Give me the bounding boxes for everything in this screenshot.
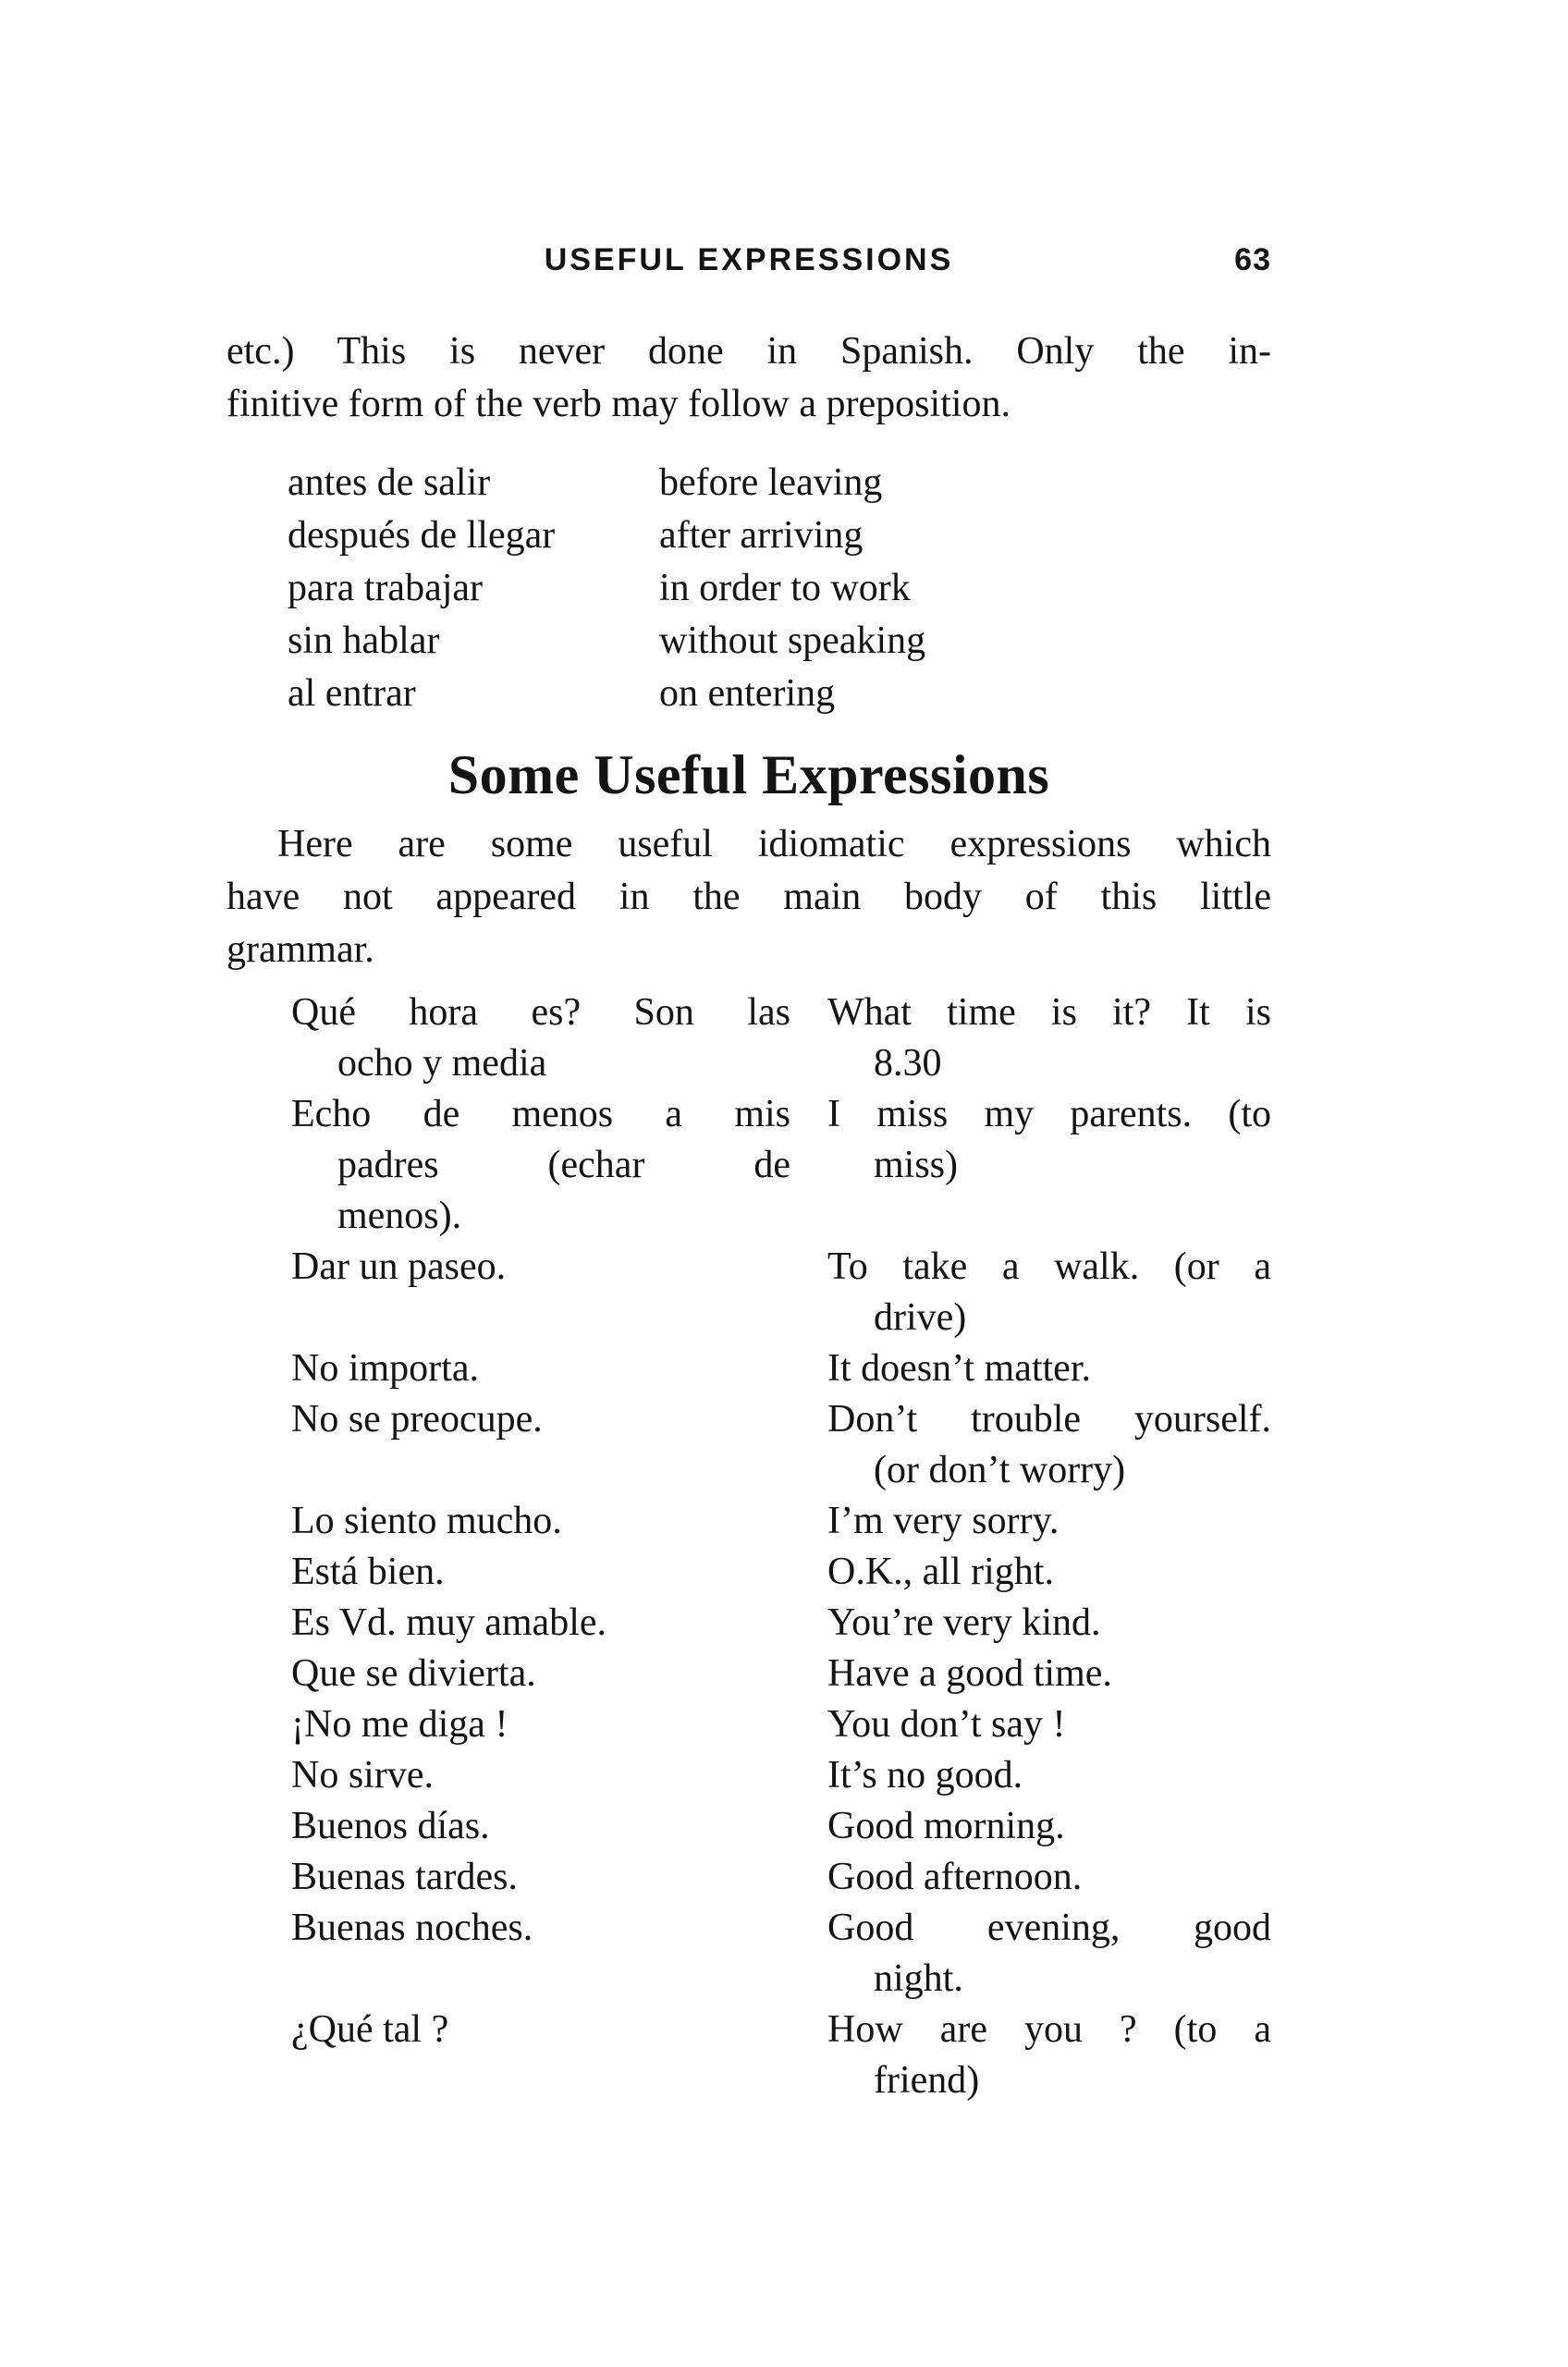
text-line: ¡No me diga !	[291, 1703, 508, 1746]
english-translation	[827, 987, 1271, 1089]
spanish-phrase: para trabajar	[288, 567, 484, 609]
spanish-expression	[291, 1649, 790, 1699]
text-line: Good morning.	[827, 1805, 1065, 1847]
expressions-list	[291, 987, 1271, 2106]
expression-row	[291, 1547, 1271, 1598]
expression-row	[291, 1750, 1271, 1801]
spanish-expression	[291, 1089, 790, 1242]
text-line: have not appeared in the main body of this little	[227, 876, 1271, 918]
text-line: No importa.	[291, 1347, 479, 1390]
spanish-expression	[291, 1242, 790, 1343]
preposition-row	[288, 615, 1271, 668]
english-translation	[827, 1547, 1271, 1598]
spanish-phrase: al entrar	[288, 672, 416, 715]
text-line: Buenos días.	[291, 1805, 490, 1847]
text-line: Qué hora es? Son las	[291, 991, 790, 1034]
english-translation	[827, 1242, 1271, 1343]
english-translation	[827, 1394, 1271, 1496]
english-translation	[827, 1343, 1271, 1394]
expression-row	[291, 1242, 1271, 1343]
expression-row	[291, 1394, 1271, 1496]
text-line: Lo siento mucho.	[291, 1500, 562, 1542]
text-line: Es Vd. muy amable.	[291, 1601, 607, 1644]
expression-row	[291, 987, 1271, 1089]
text-line: drive)	[874, 1296, 967, 1339]
text-line: You don’t say !	[827, 1703, 1066, 1746]
text-line: (or don’t worry)	[874, 1449, 1126, 1491]
text-line: Good evening, good	[827, 1907, 1271, 1949]
spanish-phrase: antes de salir	[288, 461, 491, 504]
text-line: It doesn’t matter.	[827, 1347, 1091, 1390]
english-translation: without speaking	[659, 619, 926, 662]
english-translation	[827, 1801, 1271, 1852]
text-line: You’re very kind.	[827, 1601, 1101, 1644]
text-line: What time is it? It is	[827, 991, 1271, 1034]
text-line: O.K., all right.	[827, 1551, 1054, 1593]
text-line: Buenas noches.	[291, 1907, 533, 1949]
expression-row	[291, 1699, 1271, 1750]
intro-paragraph	[227, 325, 1271, 431]
preposition-row	[288, 509, 1271, 562]
spanish-expression	[291, 2005, 790, 2106]
text-line: I miss my parents. (to	[827, 1093, 1271, 1135]
english-translation	[827, 1649, 1271, 1699]
expression-row	[291, 1801, 1271, 1852]
spanish-expression	[291, 1496, 790, 1547]
expression-row	[291, 1089, 1271, 1242]
english-translation: on entering	[659, 672, 836, 715]
text-line: padres (echar de	[337, 1144, 790, 1186]
expression-row	[291, 1496, 1271, 1547]
english-translation	[827, 2005, 1271, 2106]
spanish-expression	[291, 987, 790, 1089]
spanish-expression	[291, 1343, 790, 1394]
page-content	[227, 242, 1271, 2106]
running-header	[227, 242, 1271, 283]
spanish-expression	[291, 1750, 790, 1801]
prepositions-list	[288, 457, 1271, 720]
preposition-row	[288, 457, 1271, 509]
text-line: Here are some useful idiomatic expressions which	[277, 823, 1271, 865]
text-line: Good afternoon.	[827, 1856, 1083, 1898]
text-line: ¿Qué tal ?	[291, 2008, 449, 2051]
text-line: Have a good time.	[827, 1652, 1112, 1695]
preposition-row	[288, 668, 1271, 720]
text-line: It’s no good.	[827, 1754, 1023, 1797]
english-translation	[827, 1496, 1271, 1547]
text-line: etc.) This is never done in Spanish. Only the in-	[227, 330, 1271, 373]
preposition-row	[288, 562, 1271, 615]
text-line: Echo de menos a mis	[291, 1093, 790, 1135]
text-line: night.	[874, 1957, 963, 2000]
text-line: grammar.	[227, 928, 374, 971]
spanish-expression	[291, 1903, 790, 2005]
english-translation	[827, 1903, 1271, 2005]
page-title: USEFUL EXPRESSIONS	[544, 242, 954, 277]
english-translation	[827, 1699, 1271, 1750]
spanish-expression	[291, 1699, 790, 1750]
page-number: 63	[1234, 242, 1271, 277]
expression-row	[291, 1598, 1271, 1649]
spanish-phrase: sin hablar	[288, 619, 440, 662]
english-translation: before leaving	[659, 461, 883, 504]
spanish-expression	[291, 1394, 790, 1496]
text-line: ocho y media	[337, 1042, 547, 1085]
english-translation	[827, 1852, 1271, 1903]
text-line: finitive form of the verb may follow a preposition.	[227, 383, 1011, 425]
spanish-expression	[291, 1547, 790, 1598]
text-line: How are you ? (to a	[827, 2008, 1271, 2051]
spanish-expression	[291, 1801, 790, 1852]
expression-row	[291, 1649, 1271, 1699]
text-line: I’m very sorry.	[827, 1500, 1060, 1542]
text-line: To take a walk. (or a	[827, 1245, 1271, 1288]
section-intro-paragraph	[227, 818, 1271, 976]
text-line: menos).	[337, 1195, 462, 1237]
text-line: Dar un paseo.	[291, 1245, 507, 1288]
expression-row	[291, 1343, 1271, 1394]
text-line: No sirve.	[291, 1754, 434, 1797]
english-translation: in order to work	[659, 567, 911, 609]
english-translation: after arriving	[659, 514, 864, 557]
english-translation	[827, 1598, 1271, 1649]
text-line: Está bien.	[291, 1551, 445, 1593]
text-line: No se preocupe.	[291, 1398, 543, 1441]
expression-row	[291, 2005, 1271, 2106]
spanish-expression	[291, 1852, 790, 1903]
spanish-expression	[291, 1598, 790, 1649]
english-translation	[827, 1089, 1271, 1242]
text-line: Don’t trouble yourself.	[827, 1398, 1271, 1441]
text-line: 8.30	[874, 1042, 942, 1085]
english-translation	[827, 1750, 1271, 1801]
text-line: Buenas tardes.	[291, 1856, 518, 1898]
expression-row	[291, 1903, 1271, 2005]
text-line: friend)	[874, 2059, 980, 2102]
section-heading: Some Useful Expressions	[447, 744, 1050, 805]
expression-row	[291, 1852, 1271, 1903]
spanish-phrase: después de llegar	[288, 514, 556, 557]
text-line: Que se divierta.	[291, 1652, 536, 1695]
text-line: miss)	[874, 1144, 959, 1186]
